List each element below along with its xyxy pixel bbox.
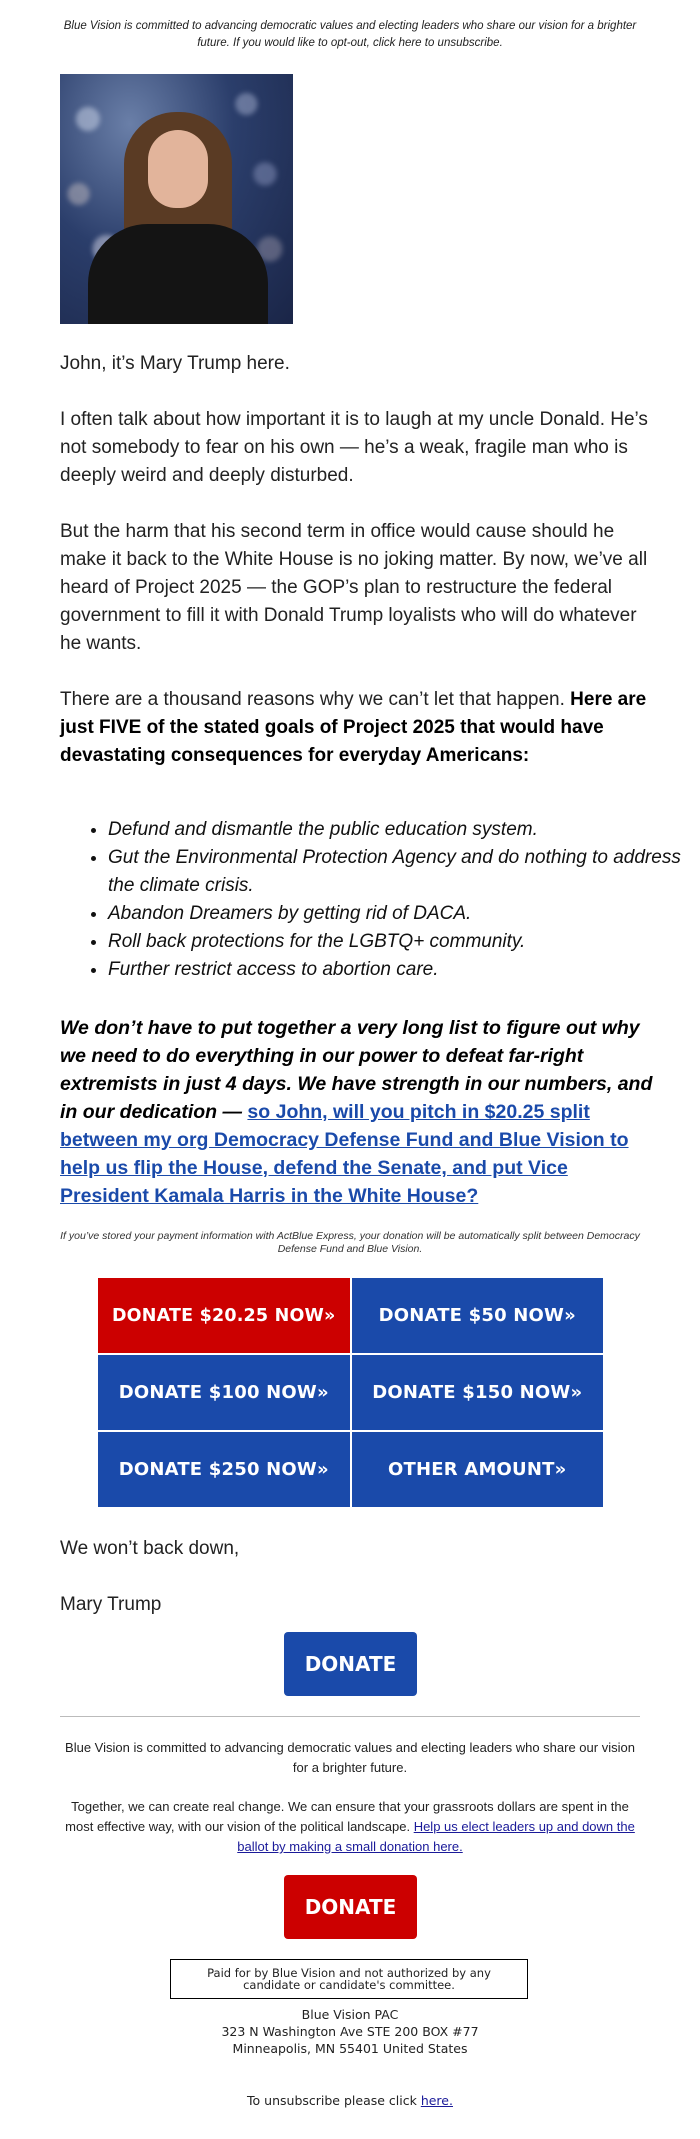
pitch-in-link[interactable]: so John, will you pitch in $20.25 split between my org Democracy Defense Fund and Blue Vision to help us flip the House, defend the Senate, and put Vice President Kamala Harris in the White House? — [60, 1101, 629, 1207]
signature: Mary Trump — [60, 1594, 162, 1615]
closing-appeal — [60, 1014, 660, 1210]
donate-button-red[interactable]: DONATE — [284, 1875, 417, 1939]
donate-amount-grid — [98, 1278, 603, 1507]
small-donation-link[interactable]: Help us elect leaders up and down the ballot by making a small donation here. — [237, 1819, 635, 1854]
goal-item: • Abandon Dreamers by getting rid of DACA. — [108, 900, 698, 928]
greeting: John, it’s Mary Trump here. — [60, 353, 290, 374]
donate-button-blue[interactable]: DONATE — [284, 1632, 417, 1696]
unsubscribe-link[interactable]: here. — [420, 2093, 453, 2108]
address-line: Minneapolis, MN 55401 United States — [232, 2041, 468, 2056]
greeting-paragraph — [60, 350, 650, 378]
preheader-disclaimer: Blue Vision is committed to advancing democratic values and electing leaders who share our vision for a brighter future. If you would like to opt-out, click here to unsubscribe. — [63, 20, 637, 49]
reasons-text — [60, 686, 650, 770]
donate-20-25-button[interactable]: DONATE $20.25 NOW» — [98, 1278, 350, 1353]
footer-mission: Blue Vision is committed to advancing democratic values and electing leaders who share our vision for a brighter future. — [65, 1740, 635, 1775]
paragraph-uncle: I often talk about how important it is to laugh at my uncle Donald. He’s not somebody to fear on his own — he’s a weak, fragile man who is deeply weird and deeply disturbed. — [60, 409, 648, 486]
donate-50-button[interactable]: DONATE $50 NOW» — [352, 1278, 604, 1353]
footer-together-text: Together, we can create real change. We can ensure that your grassroots dollars are spent in the most effective way, with our vision of the political landscape. — [65, 1799, 629, 1834]
goal-item: • Defund and dismantle the public education system. — [108, 816, 698, 844]
paragraph-project-2025: But the harm that his second term in office would cause should he make it back to the White House is no joking matter. By now, we’ve all heard of Project 2025 — the GOP’s plan to restructure the federal government to fill it with Donald Trump loyalists who will do whatever he wants. — [60, 521, 648, 654]
address-line: Blue Vision PAC — [301, 2007, 399, 2022]
photo-jacket — [88, 224, 268, 324]
goal-item: • Gut the Environmental Protection Agency and do nothing to address the climate crisis. — [108, 844, 698, 900]
reasons-bold: Here are just FIVE of the stated goals of Project 2025 that would have devastating consequences for everyday Americans: — [60, 689, 647, 766]
donate-250-button[interactable]: DONATE $250 NOW» — [98, 1432, 350, 1507]
other-amount-button[interactable]: OTHER AMOUNT» — [352, 1432, 604, 1507]
paragraph-2 — [60, 518, 650, 658]
address-line: 323 N Washington Ave STE 200 BOX #77 — [221, 2024, 479, 2039]
unsubscribe-line — [60, 2093, 640, 2108]
footer-together — [60, 1797, 640, 1857]
reasons-intro: There are a thousand reasons why we can’t let that happen. — [60, 689, 565, 710]
paragraph-1 — [60, 406, 650, 490]
goal-item: • Roll back protections for the LGBTQ+ community. — [108, 928, 698, 956]
unsubscribe-text: To unsubscribe please click — [247, 2093, 421, 2108]
donate-100-button[interactable]: DONATE $100 NOW» — [98, 1355, 350, 1430]
closing-text: We don’t have to put together a very long list to figure out why we need to do everything in our power to defeat far-right extremists in just 4 days. We have strength in our numbers, and in our dedication — — [60, 1017, 653, 1123]
pac-address — [60, 2006, 640, 2057]
paid-for-disclaimer: Paid for by Blue Vision and not authorized by any candidate or candidate's committee. — [170, 1959, 528, 1999]
photo-face — [148, 130, 208, 208]
signoff: We won’t back down, — [60, 1538, 240, 1559]
project-2025-goals-list — [60, 816, 698, 984]
mary-trump-photo — [60, 74, 293, 324]
actblue-express-note: If you’ve stored your payment information with ActBlue Express, your donation will be automatically split between Democracy Defense Fund and Blue Vision. — [60, 1230, 640, 1255]
donate-150-button[interactable]: DONATE $150 NOW» — [352, 1355, 604, 1430]
reasons-paragraph — [60, 686, 650, 770]
divider — [60, 1716, 640, 1717]
goal-item: • Further restrict access to abortion care. — [108, 956, 698, 984]
